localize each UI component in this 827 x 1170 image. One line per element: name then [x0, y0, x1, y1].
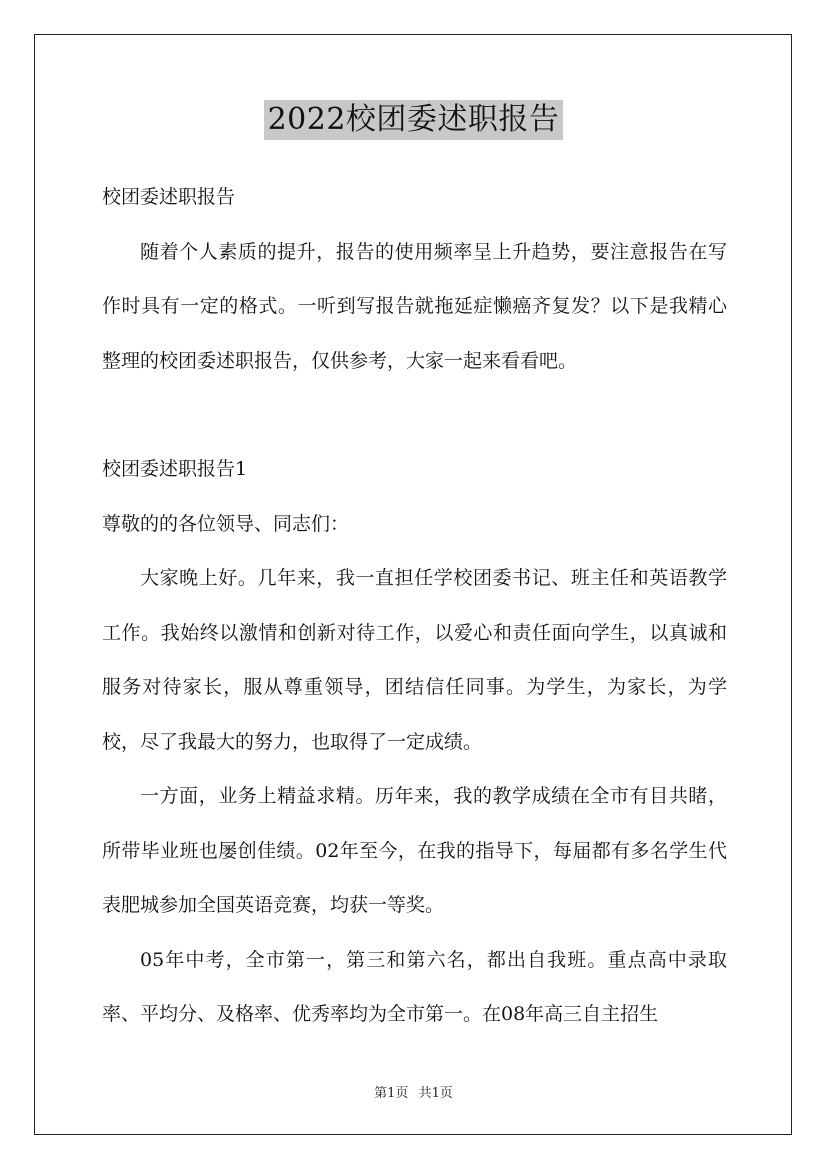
page-footer [0, 1082, 827, 1101]
body-paragraph: 大家晚上好。几年来，我一直担任学校团委书记、班主任和英语教学工作。我始终以激情和创新对待工作，以爱心和责任面向学生，以真诚和服务对待家长，服从尊重领导，团结信任同事。为学生，为家长，为学校，尽了我最大的努力，也取得了一定成绩。 [102, 567, 727, 753]
document-subtitle: 校团委述职报告 [102, 186, 236, 208]
body-paragraph: 一方面，业务上精益求精。历年来，我的教学成绩在全市有目共睹，所带毕业班也屡创佳绩。02年至今，在我的指导下，每届都有多名学生代表肥城参加全国英语竞赛，均获一等奖。 [102, 785, 727, 916]
page-number: 第1页 [374, 1086, 409, 1101]
body-paragraph: 05年中考，全市第一，第三和第六名，都出自我班。重点高中录取率、平均分、及格率、优秀率均为全市第一。在08年高三自主招生 [102, 948, 727, 1025]
blank-line [102, 388, 727, 442]
document-body [102, 170, 727, 1042]
section-heading: 校团委述职报告1 [102, 458, 248, 480]
document-title: 2022校团委述职报告 [264, 100, 564, 140]
salutation: 尊敬的的各位领导、同志们： [102, 512, 350, 535]
page-total: 共1页 [418, 1086, 453, 1101]
intro-paragraph: 随着个人素质的提升，报告的使用频率呈上升趋势，要注意报告在写作时具有一定的格式。一听到写报告就拖延症懒癌齐复发？以下是我精心整理的校团委述职报告，仅供参考，大家一起来看看吧。 [102, 240, 727, 372]
title-wrapper [0, 100, 827, 140]
